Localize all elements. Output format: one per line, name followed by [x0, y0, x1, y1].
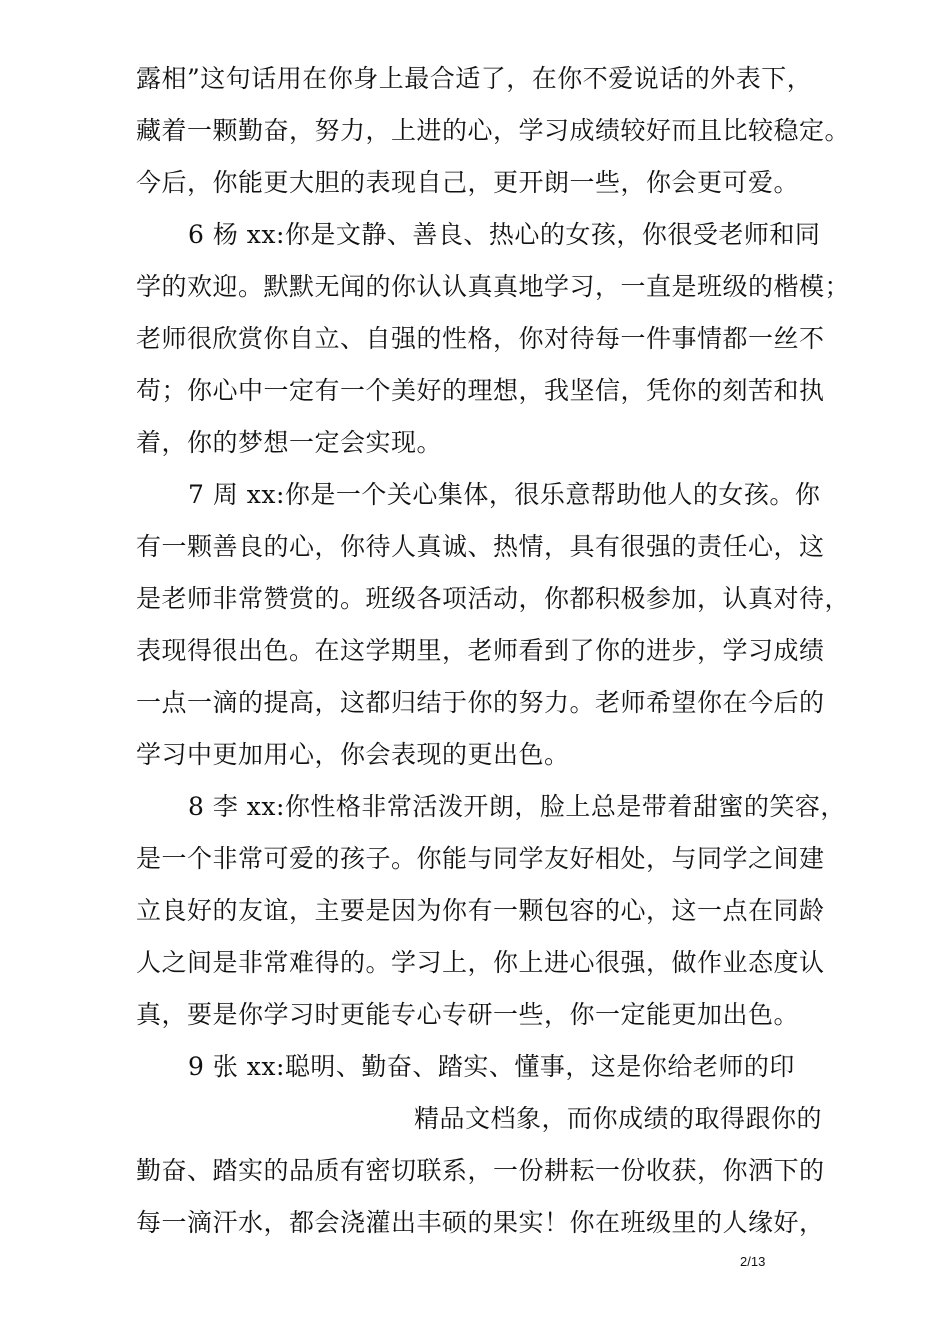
text-line: 露相”这句话用在你身上最合适了，在你不爱说话的外表下， [136, 64, 813, 93]
text-line: 苟；你心中一定有一个美好的理想，我坚信，凭你的刻苦和执 [136, 376, 825, 405]
text-line: 表现得很出色。在这学期里，老师看到了你的进步，学习成绩 [136, 636, 825, 665]
text-line-offset: 精品文档象，而你成绩的取得跟你的 [414, 1104, 823, 1133]
paragraph-start-line: 6 杨 xx:你是文静、善良、热心的女孩，你很受老师和同 [188, 220, 821, 249]
text-line: 学的欢迎。默默无闻的你认认真真地学习，一直是班级的楷模； [136, 272, 851, 301]
page-number: 2/13 [740, 1254, 766, 1269]
text-line: 老师很欣赏你自立、自强的性格，你对待每一件事情都一丝不 [136, 324, 825, 353]
text-line: 学习中更加用心，你会表现的更出色。 [136, 740, 570, 769]
text-line: 一点一滴的提高，这都归结于你的努力。老师希望你在今后的 [136, 688, 825, 717]
text-line: 真，要是你学习时更能专心专研一些，你一定能更加出色。 [136, 1000, 800, 1029]
text-line: 是老师非常赞赏的。班级各项活动，你都积极参加，认真对待， [136, 584, 851, 613]
text-line: 人之间是非常难得的。学习上，你上进心很强，做作业态度认 [136, 948, 825, 977]
text-line: 每一滴汗水，都会浇灌出丰硕的果实！你在班级里的人缘好， [136, 1208, 825, 1237]
text-line: 藏着一颗勤奋，努力，上进的心，学习成绩较好而且比较稳定。 [136, 116, 851, 145]
text-line: 今后，你能更大胆的表现自己，更开朗一些，你会更可爱。 [136, 168, 800, 197]
text-line: 着，你的梦想一定会实现。 [136, 428, 443, 457]
paragraph-start-line: 8 李 xx:你性格非常活泼开朗，脸上总是带着甜蜜的笑容， [188, 792, 846, 821]
text-line: 有一颗善良的心，你待人真诚、热情，具有很强的责任心，这 [136, 532, 825, 561]
text-line: 是一个非常可爱的孩子。你能与同学友好相处，与同学之间建 [136, 844, 825, 873]
paragraph-start-line: 7 周 xx:你是一个关心集体，很乐意帮助他人的女孩。你 [188, 480, 821, 509]
text-line: 勤奋、踏实的品质有密切联系，一份耕耘一份收获，你洒下的 [136, 1156, 825, 1185]
paragraph-start-line: 9 张 xx:聪明、勤奋、踏实、懂事，这是你给老师的印 [188, 1052, 795, 1081]
text-line: 立良好的友谊，主要是因为你有一颗包容的心，这一点在同龄 [136, 896, 825, 925]
